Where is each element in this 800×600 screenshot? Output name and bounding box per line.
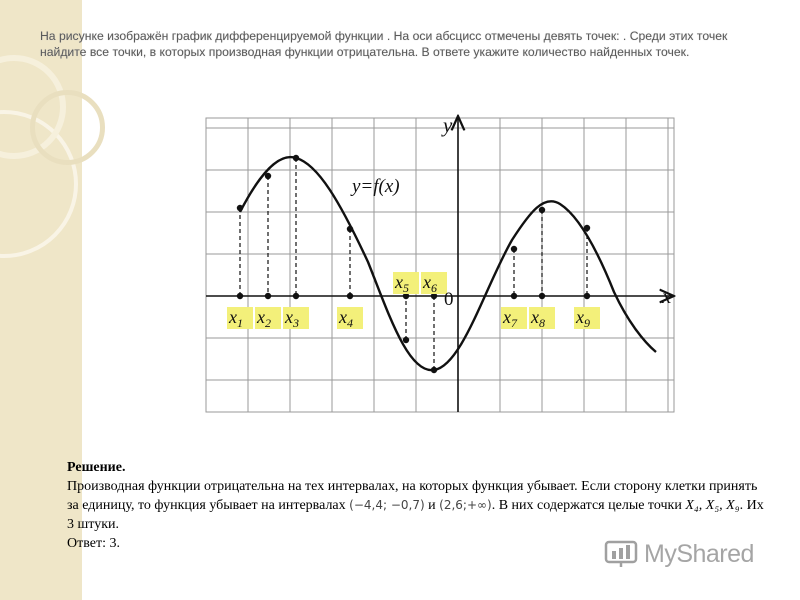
curve-point [237,293,243,299]
curve-point [293,155,299,161]
point-label-x3: $x_3$ [285,307,299,330]
curve-point [293,293,299,299]
interval-2: (2,6;+∞) [439,498,492,512]
curve-point [265,173,271,179]
curve-point [347,226,353,232]
point-label-x5: $x_5$ [395,272,409,295]
answer: Ответ: 3. [67,536,120,551]
decorative-ring [30,90,105,165]
point-label-x2: $x_2$ [257,307,271,330]
conjunction: и [428,498,436,513]
watermark-text: MyShared [644,539,754,568]
point-label-x9: $x_9$ [576,307,590,330]
function-graph [200,112,680,417]
point-label-x6: $x_6$ [423,272,437,295]
curve-point [403,337,409,343]
problem-statement: На рисунке изображён график дифференцируемой функции . На оси абсцисс отмечены девять точек: . Среди этих точек найдите все точки, в которых производная функции отрицательна. В ответе укажите количество найденных точек. [40,29,728,59]
point-label-x8: $x_8$ [531,307,545,330]
watermark-logo [604,534,794,574]
curve-point [431,367,437,373]
origin-label: 0 [444,289,454,310]
point-label-x1: $x_1$ [229,307,243,330]
solution-line: . В них содержатся целые точки [491,498,682,513]
solution-text [67,477,767,534]
curve-point [511,293,517,299]
y-axis-label: y [443,113,453,137]
curve-point [237,205,243,211]
function-label: y=f(x) [352,176,400,197]
curve-point [347,293,353,299]
found-points: X₄, X₅, X₉ [685,498,740,513]
x-axis-label: x [662,284,672,308]
point-label-x4: $x_4$ [339,307,353,330]
count-text: . Их 3 штуки. [67,498,764,532]
interval-1: (−4,4; −0,7) [349,498,425,512]
point-labels [227,272,600,330]
curve-point [539,207,545,213]
curve-point [584,293,590,299]
solution-title: Решение. [67,460,126,475]
curve-point [265,293,271,299]
curve-point [539,293,545,299]
curve-point [584,225,590,231]
point-label-x7: $x_7$ [503,307,517,330]
solution-line: Производная функции отрицательна на тех интервалах, на которых функция убывает. Если сторону клетки принять за единицу, то функция убывает на интервалах [67,479,758,513]
chart-logo-icon [604,539,638,569]
curve-point [511,246,517,252]
